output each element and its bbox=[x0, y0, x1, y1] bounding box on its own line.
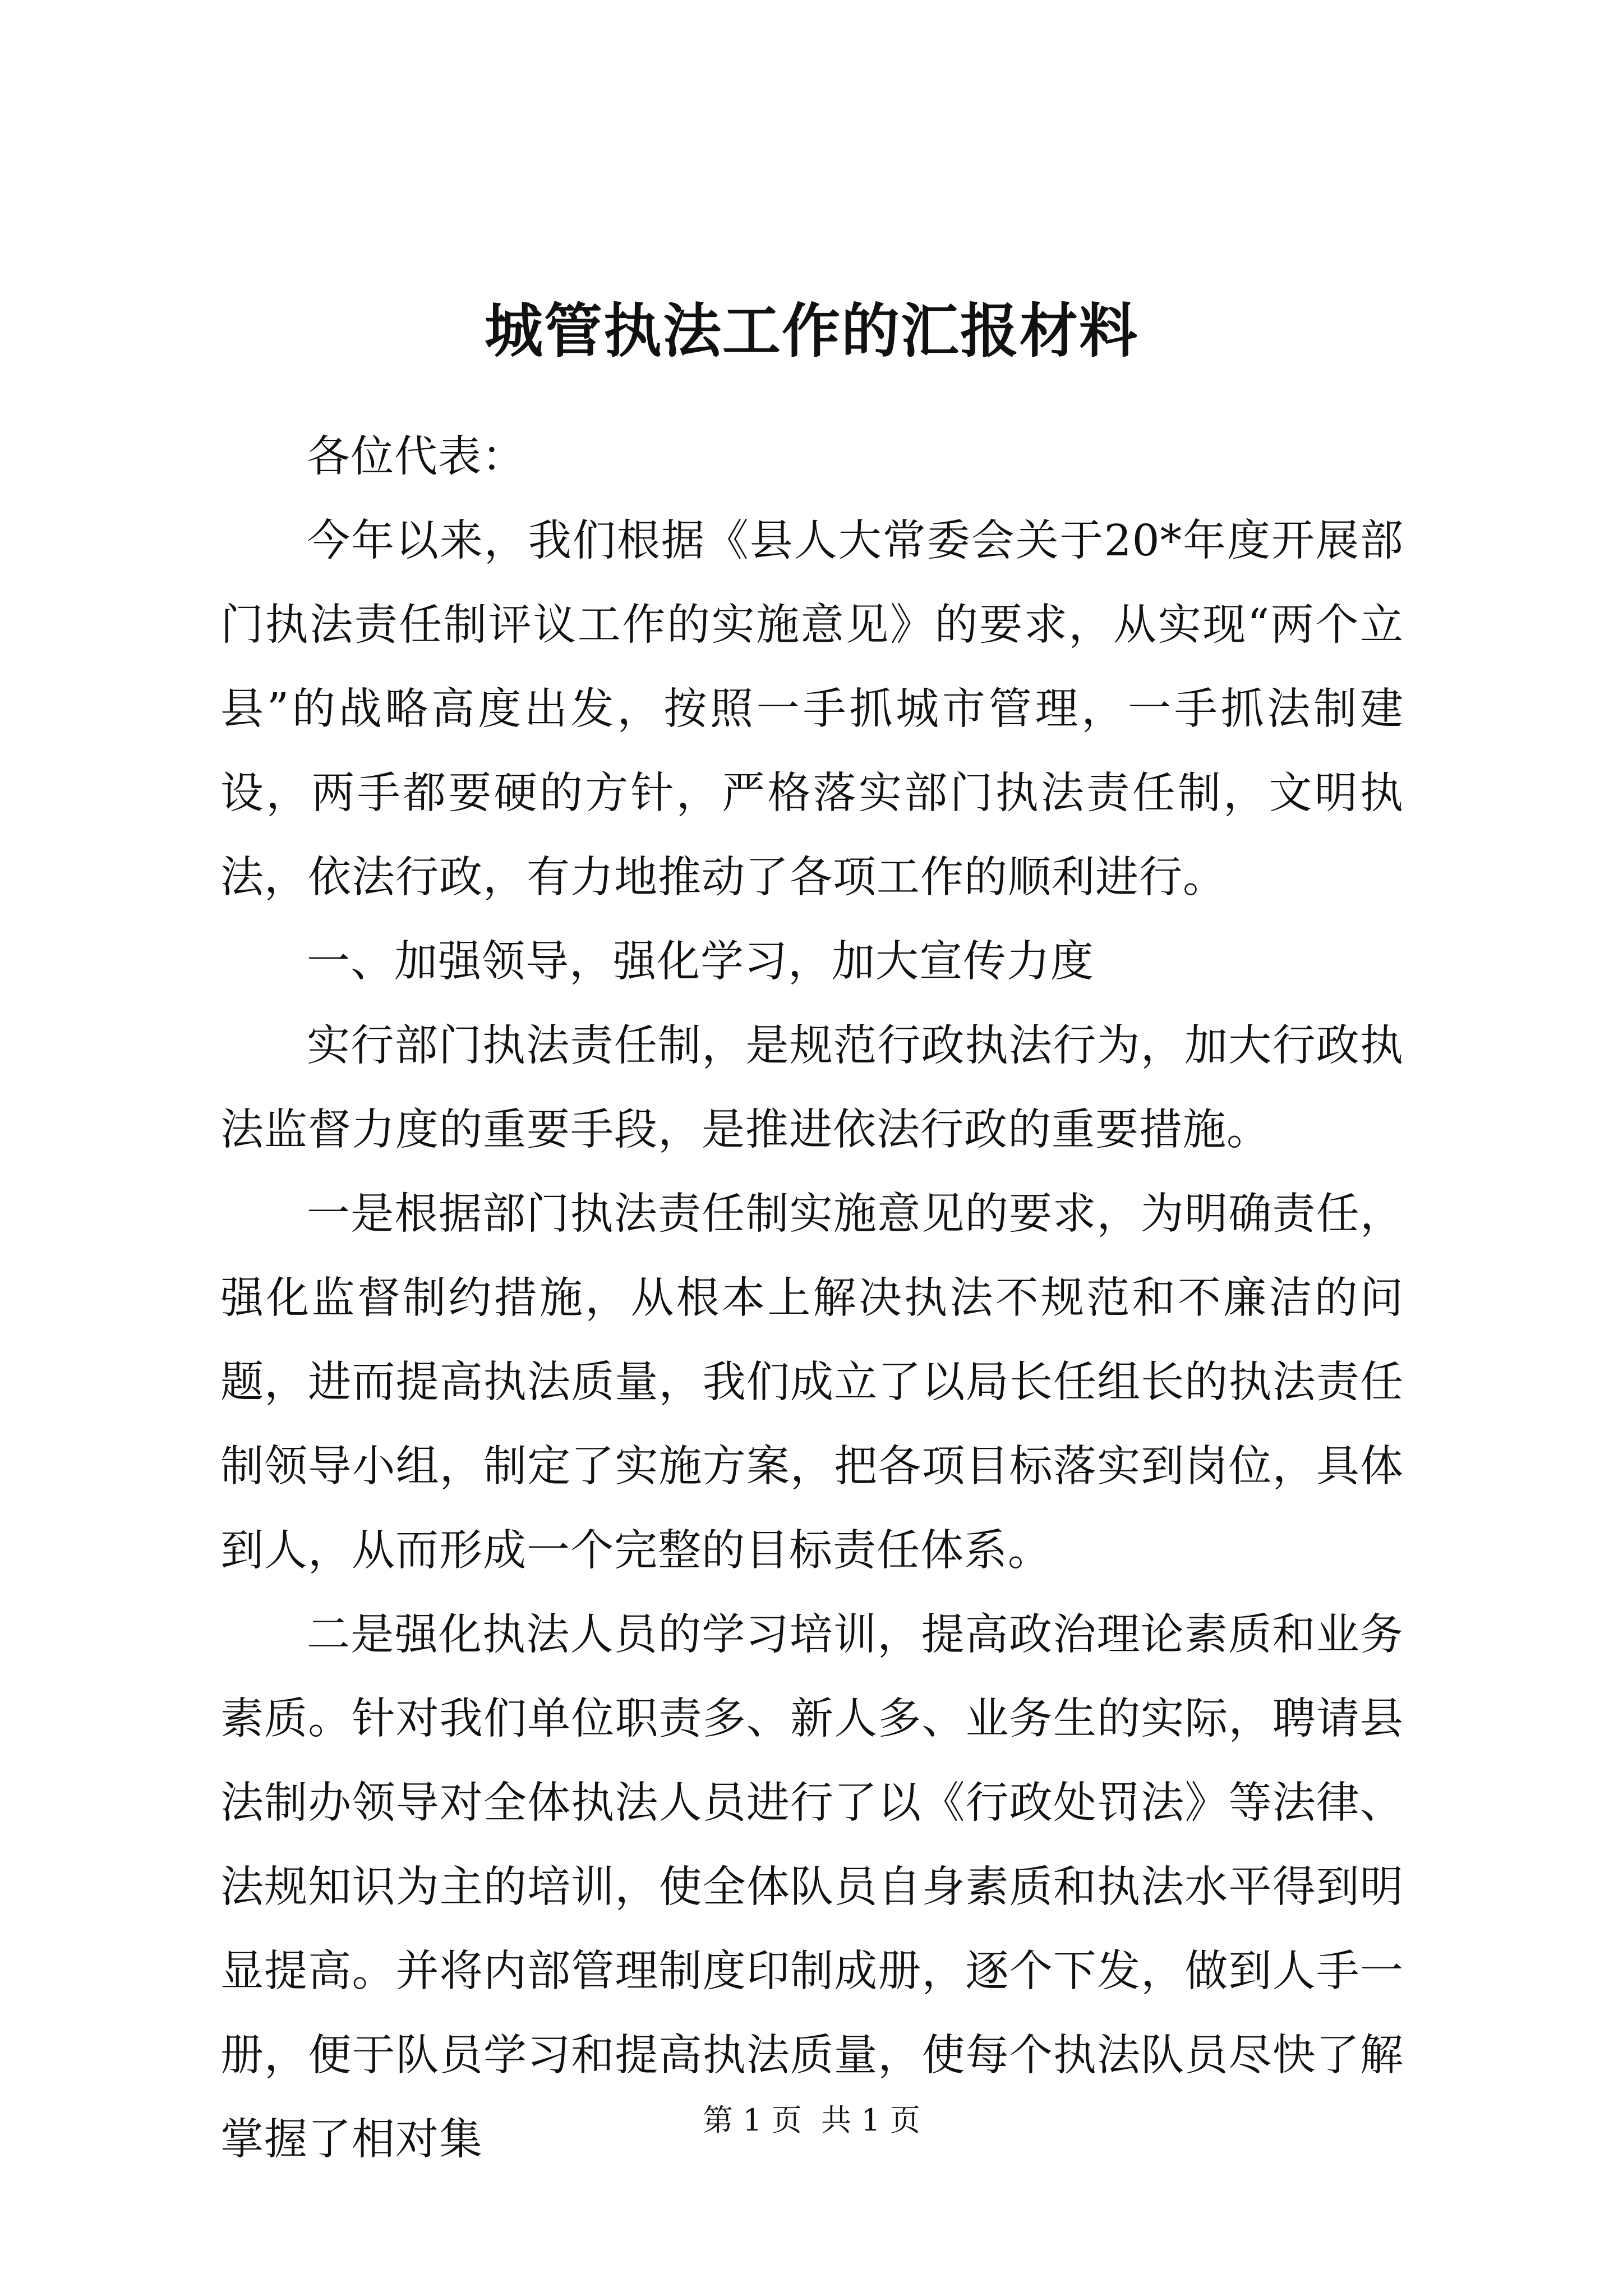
salutation-paragraph: 各位代表： bbox=[307, 432, 525, 482]
page-number-label: 第 1 页 共 1 页 bbox=[703, 2102, 920, 2138]
body-paragraph: 一是根据部门执法责任制实施意见的要求，为明确责任，强化监督制约措施，从根本上解决执法不规范和不廉洁的问题，进而提高执法质量，我们成立了以局长任组长的执法责任制领导小组，制定了实施方案，把各项目标落实到岗位，具体到人，从而形成一个完整的目标责任体系。 bbox=[220, 1189, 1404, 1576]
body-paragraph: 实行部门执法责任制，是规范行政执法行为，加大行政执法监督力度的重要手段，是推进依法行政的重要措施。 bbox=[220, 1021, 1404, 1155]
body-paragraph: 二是强化执法人员的学习培训，提高政治理论素质和业务素质。针对我们单位职责多、新人多、业务生的实际，聘请县法制办领导对全体执法人员进行了以《行政处罚法》等法律、法规知识为主的培训，使全体队员自身素质和执法水平得到明显提高。并将内部管理制度印制成册，逐个下发，做到人手一册，便于队员学习和提高执法质量，使每个执法队员尽快了解掌握了相对集 bbox=[220, 1610, 1404, 2165]
document-title: 城管执法工作的汇报材料 bbox=[484, 296, 1138, 365]
document-body bbox=[220, 415, 1404, 2182]
page-footer bbox=[0, 2101, 1623, 2140]
section-heading: 一、加强领导，强化学习，加大宣传力度 bbox=[307, 937, 1094, 987]
intro-paragraph: 今年以来，我们根据《县人大常委会关于20*年度开展部门执法责任制评议工作的实施意见》的要求，从实现“两个立县”的战略高度出发，按照一手抓城市管理，一手抓法制建设，两手都要硬的方针，严格落实部门执法责任制，文明执法，依法行政，有力地推动了各项工作的顺利进行。 bbox=[220, 516, 1404, 903]
